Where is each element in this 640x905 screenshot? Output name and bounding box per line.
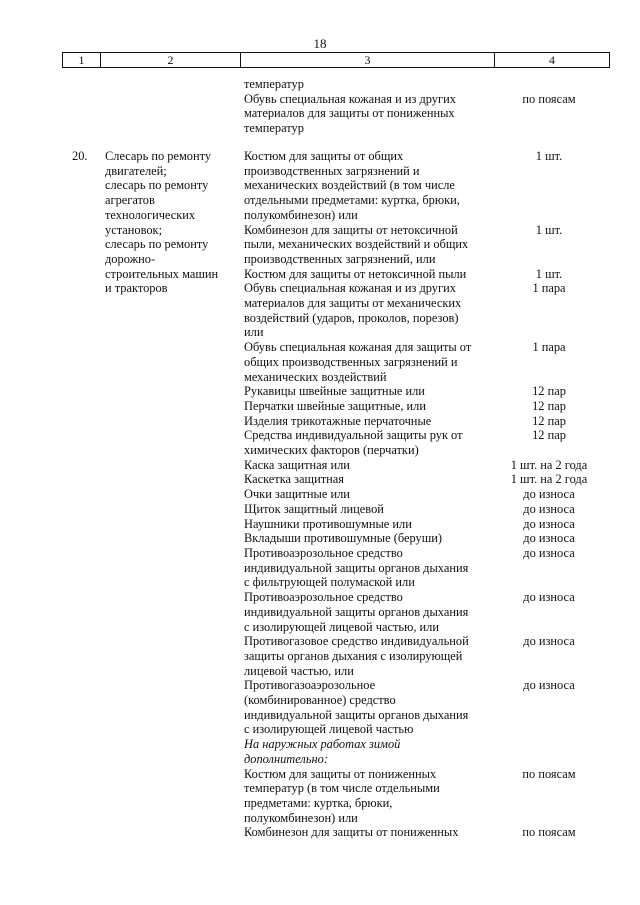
header-col-1: 1	[63, 53, 101, 67]
items-cell: Костюм для защиты от общих производственных загрязнений и механических воздействий (в том числе отдельными предметами: куртка, брюки, полукомбинезон) или Комбинезон для защиты от нетоксичной пыли, механических воздействий и общих производственных загрязнений, или Костюм для защиты от нетоксичной пыли Обувь специальная кожаная и из других материалов для защиты от механических воздействий (ударов, проколов, порезов) или Обувь специальная кожаная для защиты от общих производственных загрязнений и механических воздействий Рукавицы швейные защитные или Перчатки швейные защитные, или Изделия трикотажные перчаточные Средства индивидуальной защиты рук от химических факторов (перчатки) Каска защитная или Каскетка защитная Очки защитные или Щиток защитный лицевой Наушники противошумные или Вкладыши противошумные (беруши) Противоаэрозольное средство индивидуальной защиты органов дыхания с фильтрующей полумаской или Противоаэрозольное средство индивидуальной защиты органов дыхания с изолирующей лицевой частью, или Противогазовое средство индивидуальной защиты органов дыхания с изолирующей лицевой частью, или Противогазоаэрозольное (комбинированное) средство индивидуальной защиты органов дыхания с изолирующей лицевой частью На наружных работах зимой дополнительно: Костюм для защиты от пониженных температур (в том числе отдельными предметами: куртка, брюки, полукомбинезон) или Комбинезон для защиты от пониженных	[244, 149, 472, 840]
table-header	[62, 52, 610, 68]
header-col-4: 4	[549, 53, 555, 67]
profession-cell: Слесарь по ремонту двигателей; слесарь по ремонту агрегатов технологических установок; слесарь по ремонту дорожно- строительных машин и тракторов	[105, 149, 219, 296]
continued-item-text: температур Обувь специальная кожаная и из других материалов для защиты от пониженных температур	[244, 77, 456, 136]
qty-cell: 1 шт. 1 шт. 1 шт. 1 пара 1 пара 12 пар 12 пар 12 пар 12 пар 1 шт. на 2 года 1 шт. на 2 года до износа до износа до износа до износа до износа до износа до износа до износа по поясам по поясам	[510, 149, 588, 840]
page-number: 18	[313, 36, 327, 51]
continued-item-qty: по поясам	[522, 91, 576, 106]
header-col-2: 2	[101, 53, 241, 67]
winter-heading: На наружных работах зимой	[244, 737, 401, 752]
row-number: 20.	[72, 149, 88, 163]
header-col-3: 3	[241, 53, 495, 67]
